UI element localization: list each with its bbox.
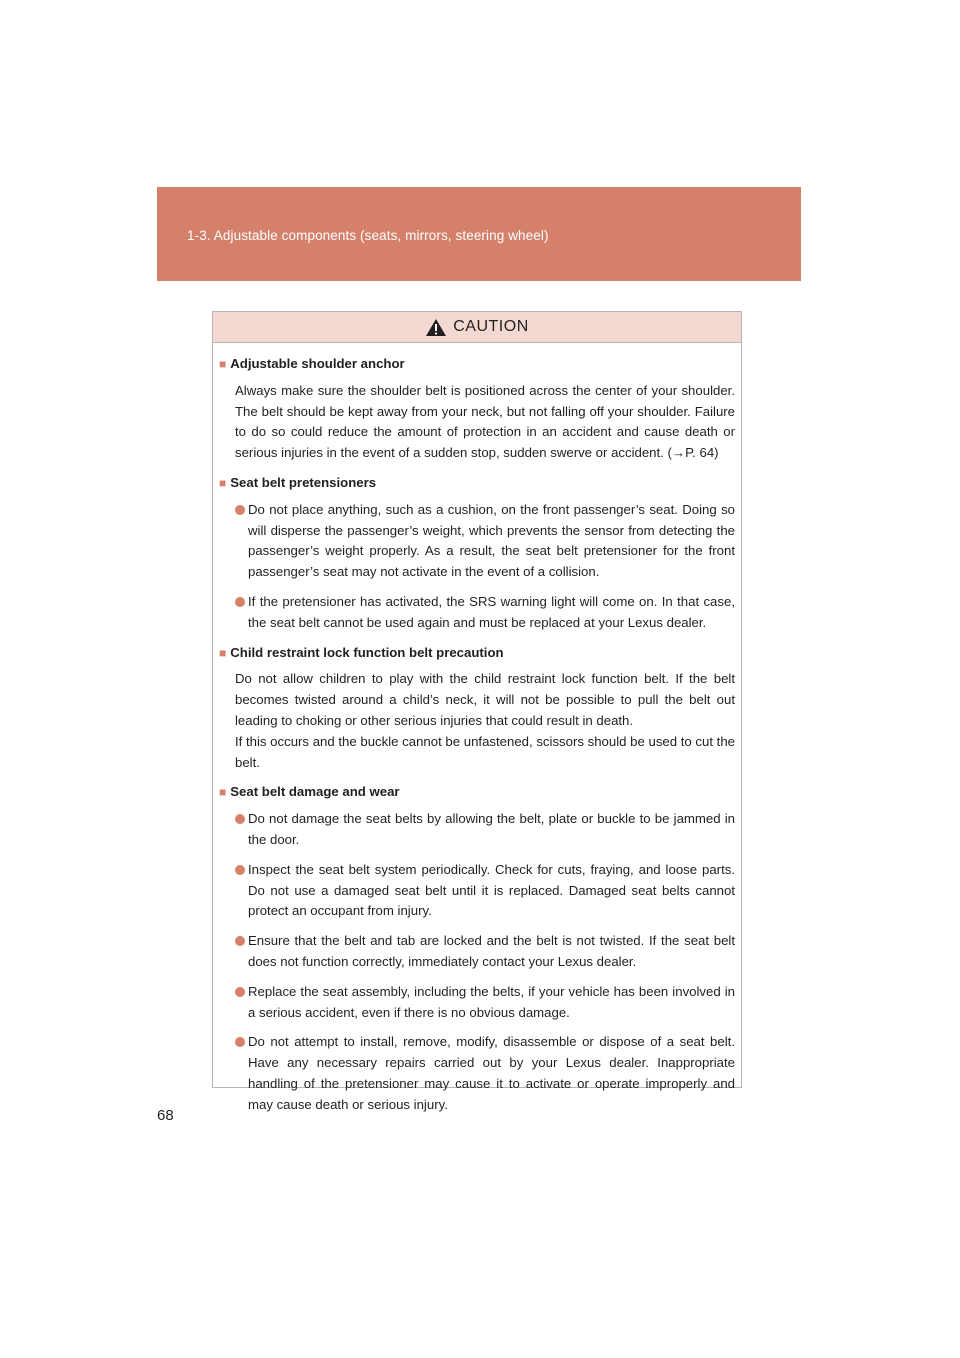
section-header: 1-3. Adjustable components (seats, mirrors, steering wheel) <box>187 228 549 243</box>
caution-box <box>212 311 742 1112</box>
bullet-dot-icon <box>235 987 245 997</box>
caution-title: CAUTION <box>453 318 529 335</box>
square-icon: ■ <box>219 785 227 800</box>
bullet-item: Inspect the seat belt system periodically. Check for cuts, fraying, and loose parts. Do not use a damaged seat belt until it is replaced. Damaged seat belts cannot protect an occupant from injury. <box>235 860 735 922</box>
bullet-dot-icon <box>235 936 245 946</box>
paragraph: Do not allow children to play with the child restraint lock function belt. If the belt becomes twisted around a child’s neck, it will not be possible to pull the belt out leading to choking or other serious injuries that could result in death. <box>235 671 735 728</box>
warning-triangle-icon <box>425 318 447 337</box>
bullet-item: If the pretensioner has activated, the SRS warning light will come on. In that case, the seat belt cannot be used again and must be replaced at your Lexus dealer. <box>235 592 735 634</box>
square-icon: ■ <box>219 645 227 660</box>
header-band <box>157 187 801 281</box>
bullet-dot-icon <box>235 505 245 515</box>
section-title: ■ Seat belt damage and wear <box>219 782 735 803</box>
section-title: ■ Child restraint lock function belt precaution <box>219 643 735 664</box>
caution-content <box>213 343 741 1116</box>
bullet-dot-icon <box>235 814 245 824</box>
bullet-dot-icon <box>235 1037 245 1047</box>
caution-header <box>213 312 741 343</box>
bullet-item: Ensure that the belt and tab are locked and the belt is not twisted. If the seat belt does not function correctly, immediately contact your Lexus dealer. <box>235 931 735 973</box>
bullet-dot-icon <box>235 597 245 607</box>
page-number: 68 <box>157 1107 174 1124</box>
square-icon: ■ <box>219 357 227 371</box>
square-icon: ■ <box>219 475 227 490</box>
bullet-item: Do not damage the seat belts by allowing the belt, plate or buckle to be jammed in the door. <box>235 809 735 851</box>
section-title: ■ Seat belt pretensioners <box>219 473 735 494</box>
bullet-item: Do not place anything, such as a cushion, on the front passenger’s seat. Doing so will disperse the passenger’s weight, which prevents the sensor from detecting the passenger’s weight properly. As a result, the seat belt pretensioner for the front passenger’s seat may not activate in the event of a collision. <box>235 500 735 583</box>
bullet-item: Replace the seat assembly, including the belts, if your vehicle has been involved in a serious accident, even if there is no obvious damage. <box>235 982 735 1024</box>
paragraph: If this occurs and the buckle cannot be unfastened, scissors should be used to cut the belt. <box>235 733 735 770</box>
bullet-item: Do not attempt to install, remove, modify, disassemble or dispose of a seat belt. Have any necessary repairs carried out by your Lexus dealer. Inappropriate handling of the pretensioner may cause it to activate or operate improperly and may cause death or serious injury. <box>235 1032 735 1115</box>
section-title: ■ Adjustable shoulder anchor <box>219 354 735 375</box>
paragraph: Always make sure the shoulder belt is positioned across the center of your shoulder. The belt should be kept away from your neck, but not falling off your shoulder. Failure to do so could reduce the amount of protection in an accident and cause death or serious injuries in the event of a sudden stop, sudden swerve or accident. (→P. 64) <box>235 382 735 461</box>
bullet-dot-icon <box>235 865 245 875</box>
